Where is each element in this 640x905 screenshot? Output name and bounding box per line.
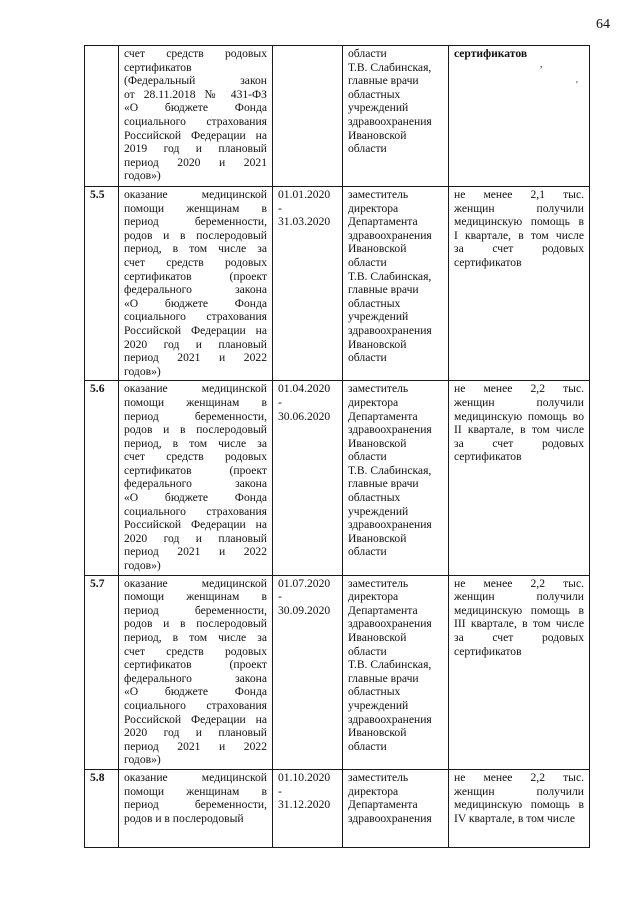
responsible-line: Т.В. Слабинская, [348,60,432,74]
description-line: 2019 год и плановый [124,142,267,156]
deadline-cell [273,769,343,847]
result-line: медицинскую помощь в [454,603,584,617]
description-line: федерального закона [124,671,267,685]
responsible-line: Т.В. Слабинская, [348,269,432,283]
date-start: 01.04.2020 [278,382,331,396]
description-line: период, в том числе за [124,631,267,644]
description-line: период 2020 и 2021 [124,155,267,169]
date-start: 01.07.2020 [278,576,331,590]
responsible-line: директора [348,395,399,409]
row-number: 5.8 [85,769,119,847]
result-line: не менее 2,1 тыс. [454,188,584,201]
description-line: годов») [124,753,161,767]
description-line: годов») [124,364,161,378]
responsible-line: области [348,450,387,464]
result-line: не менее 2,2 тыс. [454,576,584,590]
date-end: 30.09.2020 [278,603,331,617]
table-row [85,381,590,575]
deadline-cell [273,46,343,187]
result-line: III квартале, в том числе [454,617,584,631]
description-line: период беременности, [124,603,267,617]
description-line: от 28.11.2018 № 431-ФЗ [124,87,267,101]
page-number: 64 [596,17,610,32]
description-line: 2020 год и плановый [124,531,267,545]
result-line: за счет родовых [454,242,584,256]
activity-description [119,769,273,847]
row-number: 5.6 [85,381,119,575]
responsible-line: областных [348,87,401,101]
description-line: родов и в послеродовый [124,617,267,631]
description-line: помощи женщинам в [124,395,267,409]
activity-description [119,381,273,575]
deadline-cell [273,381,343,575]
responsible-line: Ивановской [348,337,407,351]
description-line: период беременности, [124,798,267,812]
responsible-line: учреждений [348,698,409,712]
description-line: социального страхования [124,698,267,712]
responsible-cell [343,381,449,575]
description-line: (Федеральный закон [124,74,267,88]
responsible-line: Ивановской [348,631,407,644]
description-line: период 2021 и 2022 [124,739,267,753]
responsible-line: здравоохранения [348,617,432,631]
responsible-line: главные врачи [348,283,419,297]
result-line: не менее 2,2 тыс. [454,770,584,784]
description-line: сертификатов (проект [124,658,267,672]
table-body [85,46,590,848]
date-end: 31.03.2020 [278,215,331,229]
responsible-line: Ивановской [348,726,407,740]
responsible-line: учреждений [348,504,409,518]
description-line: оказание медицинской [124,770,267,784]
description-line: федерального закона [124,283,267,297]
scan-mark: ' [576,80,578,91]
responsible-line: областных [348,685,401,699]
description-line: помощи женщинам в [124,590,267,604]
responsible-line: Департамента [348,409,418,423]
row-number [85,46,119,187]
table-row [85,187,590,381]
description-line: Российской Федерации на [124,518,267,532]
responsible-line: областных [348,491,401,505]
description-line: сертификатов [124,60,192,74]
responsible-line: заместитель [348,770,409,784]
responsible-line: Департамента [348,798,418,812]
result-line: не менее 2,2 тыс. [454,382,584,396]
table-row [85,46,590,187]
description-line: федерального закона [124,477,267,491]
description-line: оказание медицинской [124,576,267,590]
responsible-line: учреждений [348,101,409,115]
date-dash: - [278,201,282,215]
description-line: «О бюджете Фонда [124,296,267,310]
responsible-line: Ивановской [348,531,407,545]
responsible-line: главные врачи [348,671,419,685]
responsible-line: Ивановской [348,242,407,256]
result-line: I квартале, в том числе [454,228,584,242]
responsible-line: здравоохранения [348,712,432,726]
plan-table [84,45,590,848]
description-line: счет средств родовых [124,255,267,269]
result-line: за счет родовых [454,631,584,644]
result-line: IV квартале, в том числе [454,811,576,825]
date-dash: - [278,784,282,798]
result-line: женщин получили [454,395,584,409]
description-line: родов и в послеродовый [124,811,244,825]
scan-mark: , [540,59,543,70]
responsible-line: здравоохранения [348,228,432,242]
table-row [85,575,590,769]
result-line: женщин получили [454,590,584,604]
result-line: сертификатов [454,47,528,60]
responsible-cell [343,575,449,769]
activity-description [119,575,273,769]
responsible-line: Ивановской [348,436,407,450]
description-line: Российской Федерации на [124,128,267,142]
description-line: социального страхования [124,310,267,324]
description-line: Российской Федерации на [124,712,267,726]
description-line: годов») [124,559,161,573]
responsible-line: директора [348,590,399,604]
responsible-line: области [348,47,387,60]
result-cell [449,381,590,575]
responsible-cell [343,187,449,381]
result-line: II квартале, в том числе [454,423,584,437]
description-line: «О бюджете Фонда [124,491,267,505]
responsible-line: Департамента [348,215,418,229]
responsible-line: здравоохранения [348,423,432,437]
deadline-cell [273,575,343,769]
table-row [85,769,590,847]
date-end: 31.12.2020 [278,798,331,812]
description-line: годов») [124,169,161,183]
description-line: период, в том числе за [124,242,267,256]
description-line: социального страхования [124,504,267,518]
description-line: Российской Федерации на [124,323,267,337]
responsible-line: здравоохранения [348,811,432,825]
description-line: период, в том числе за [124,436,267,450]
result-cell [449,46,590,187]
responsible-line: области [348,351,387,365]
responsible-cell [343,46,449,187]
responsible-line: здравоохранения [348,518,432,532]
responsible-line: Т.В. Слабинская, [348,463,432,477]
responsible-line: здравоохранения [348,114,432,128]
result-line: женщин получили [454,201,584,215]
description-line: социального страхования [124,114,267,128]
description-line: счет средств родовых [124,47,267,60]
result-cell [449,769,590,847]
description-line: помощи женщинам в [124,784,267,798]
result-line: сертификатов [454,644,522,658]
description-line: сертификатов (проект [124,269,267,283]
description-line: период беременности, [124,409,267,423]
result-line: медицинскую помощь в [454,798,584,812]
responsible-line: области [348,142,387,156]
responsible-line: Т.В. Слабинская, [348,658,432,672]
date-start: 01.10.2020 [278,770,331,784]
responsible-line: заместитель [348,576,409,590]
responsible-cell [343,769,449,847]
responsible-line: здравоохранения [348,323,432,337]
description-line: сертификатов (проект [124,463,267,477]
description-line: счет средств родовых [124,450,267,464]
result-line: сертификатов [454,450,522,464]
description-line: период 2021 и 2022 [124,545,267,559]
responsible-line: главные врачи [348,477,419,491]
description-line: родов и в послеродовый [124,228,267,242]
deadline-cell [273,187,343,381]
row-number: 5.7 [85,575,119,769]
responsible-line: области [348,644,387,658]
responsible-line: заместитель [348,382,409,396]
description-line: «О бюджете Фонда [124,685,267,699]
responsible-line: области [348,255,387,269]
result-cell [449,575,590,769]
responsible-line: Департамента [348,603,418,617]
result-line: за счет родовых [454,436,584,450]
description-line: родов и в послеродовый [124,423,267,437]
date-end: 30.06.2020 [278,409,331,423]
activity-description [119,46,273,187]
result-line: медицинскую помощь во [454,409,584,423]
result-line: женщин получили [454,784,584,798]
row-number: 5.5 [85,187,119,381]
description-line: период беременности, [124,215,267,229]
description-line: период 2021 и 2022 [124,351,267,365]
description-line: счет средств родовых [124,644,267,658]
result-line: сертификатов [454,255,522,269]
description-line: 2020 год и плановый [124,726,267,740]
date-dash: - [278,590,282,604]
description-line: «О бюджете Фонда [124,101,267,115]
description-line: оказание медицинской [124,382,267,396]
responsible-line: директора [348,201,399,215]
responsible-line: заместитель [348,188,409,201]
responsible-line: области [348,545,387,559]
activity-description [119,187,273,381]
responsible-line: области [348,739,387,753]
responsible-line: областных [348,296,401,310]
date-start: 01.01.2020 [278,188,331,201]
responsible-line: учреждений [348,310,409,324]
responsible-line: Ивановской [348,128,407,142]
description-line: помощи женщинам в [124,201,267,215]
description-line: оказание медицинской [124,188,267,201]
responsible-line: главные врачи [348,74,419,88]
date-dash: - [278,395,282,409]
responsible-line: директора [348,784,399,798]
result-line: медицинскую помощь в [454,215,584,229]
description-line: 2020 год и плановый [124,337,267,351]
result-cell [449,187,590,381]
